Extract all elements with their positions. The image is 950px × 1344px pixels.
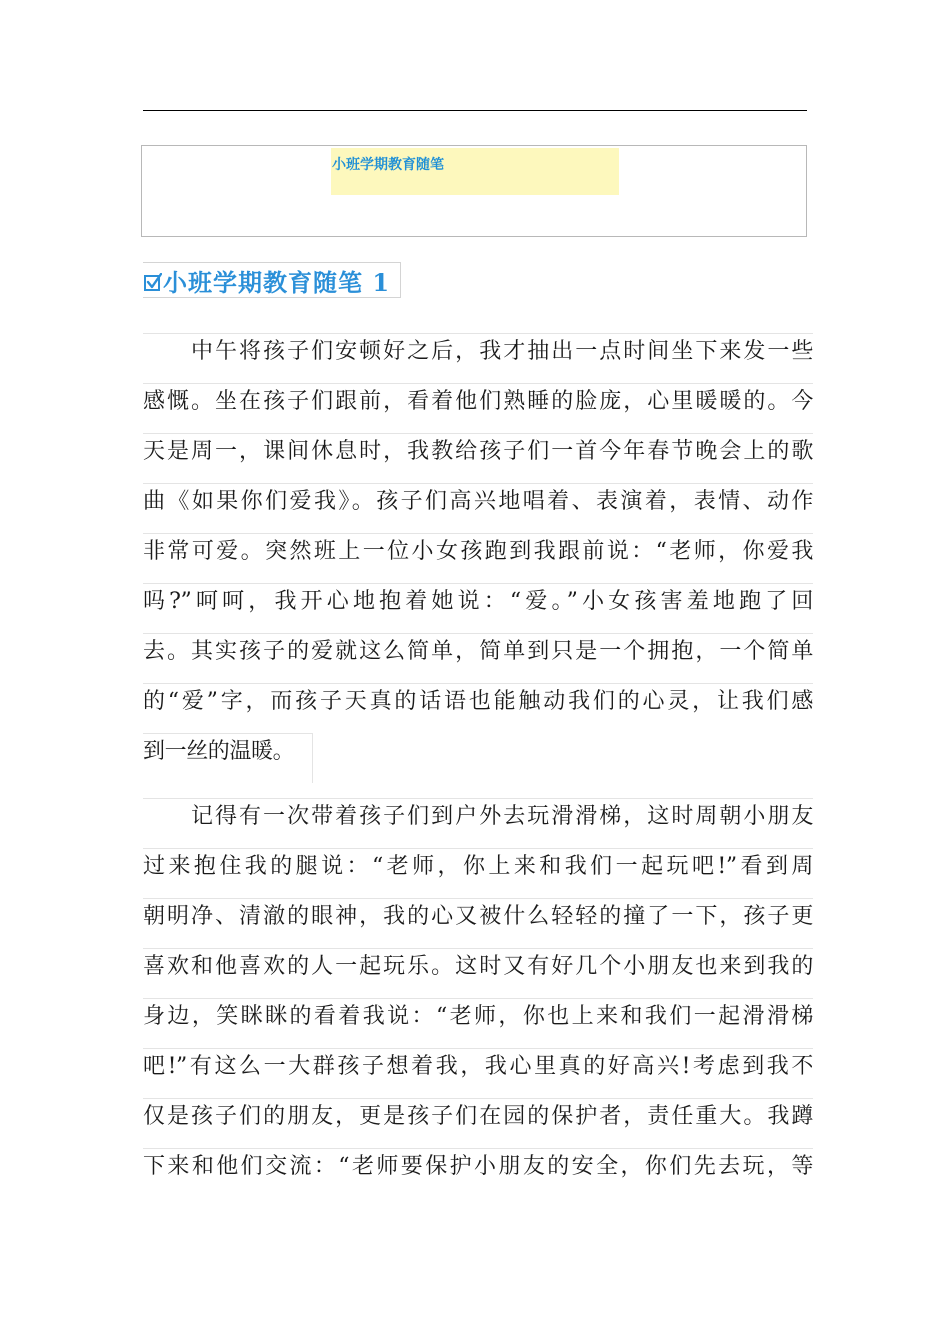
top-rule (143, 110, 807, 111)
table-of-contents (141, 145, 807, 237)
text-line: 去。其实孩子的爱就这么简单，简单到只是一个拥抱，一个简单 (143, 633, 813, 683)
paragraph (143, 798, 813, 1198)
text-line: 仅是孩子们的朋友，更是孩子们在园的保护者，责任重大。我蹲 (143, 1098, 813, 1148)
section-title: 小班学期教育随笔 1 (163, 267, 391, 297)
text-line: 喜欢和他喜欢的人一起玩乐。这时又有好几个小朋友也来到我的 (143, 948, 813, 998)
text-line: 朝明净、清澈的眼神，我的心又被什么轻轻的撞了一下，孩子更 (143, 898, 813, 948)
text-line: 天是周一，课间休息时，我教给孩子们一首今年春节晚会上的歌 (143, 433, 813, 483)
text-line: 记得有一次带着孩子们到户外去玩滑滑梯，这时周朝小朋友 (143, 798, 813, 848)
text-line: 到一丝的温暖。 (143, 733, 313, 783)
section-heading (143, 262, 401, 298)
paragraph (143, 333, 813, 783)
text-line: 中午将孩子们安顿好之后，我才抽出一点时间坐下来发一些 (143, 333, 813, 383)
text-line: 曲《如果你们爱我》。孩子们高兴地唱着、表演着，表情、动作 (143, 483, 813, 533)
text-line: 过来抱住我的腿说：“老师，你上来和我们一起玩吧!”看到周 (143, 848, 813, 898)
text-line: 下来和他们交流：“老师要保护小朋友的安全，你们先去玩，等 (143, 1148, 813, 1198)
text-line: 吗?”呵呵，我开心地抱着她说：“爱。”小女孩害羞地跑了回 (143, 583, 813, 633)
text-line: 感慨。坐在孩子们跟前，看着他们熟睡的脸庞，心里暖暖的。今 (143, 383, 813, 433)
checkbox-icon (144, 273, 162, 291)
text-line: 吧!”有这么一大群孩子想着我，我心里真的好高兴!考虑到我不 (143, 1048, 813, 1098)
text-line: 身边，笑眯眯的看着我说：“老师，你也上来和我们一起滑滑梯 (143, 998, 813, 1048)
text-line: 非常可爱。突然班上一位小女孩跑到我跟前说：“老师，你爱我 (143, 533, 813, 583)
text-line: 的“爱”字，而孩子天真的话语也能触动我们的心灵，让我们感 (143, 683, 813, 733)
toc-link[interactable]: 小班学期教育随笔 (332, 157, 444, 173)
